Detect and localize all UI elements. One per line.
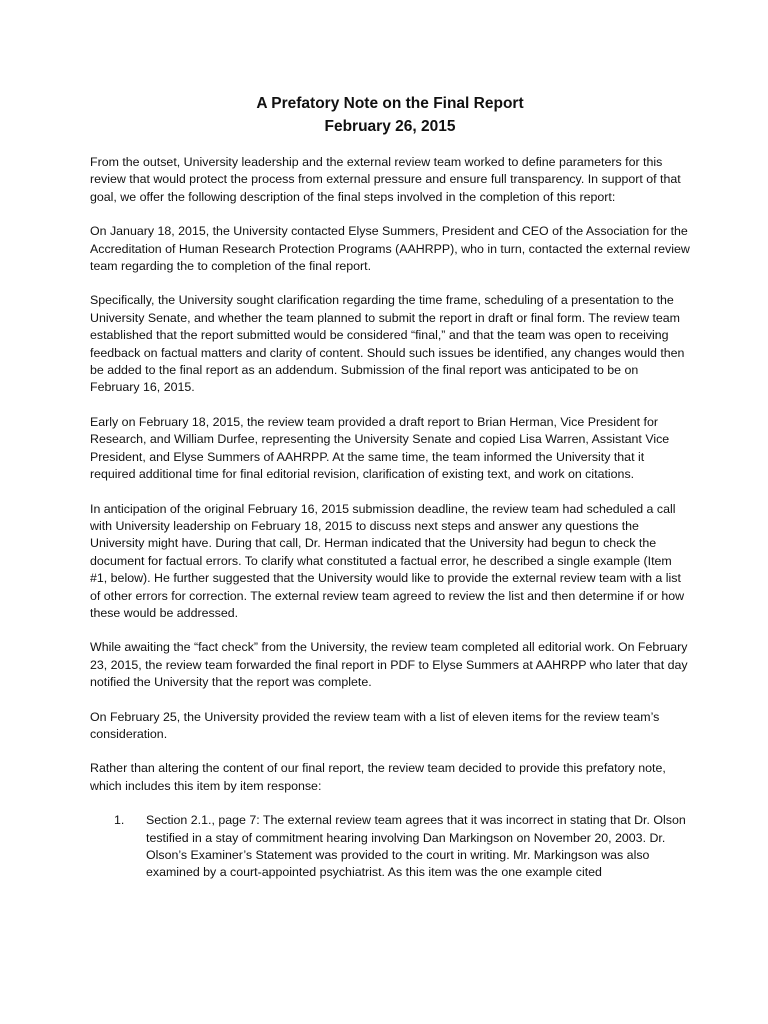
- document-date: February 26, 2015: [324, 118, 456, 135]
- paragraph-eleven-items: On February 25, the University provided the review team with a list of eleven items for the review team’s consideration.: [90, 709, 660, 741]
- list-item-number: 1.: [114, 813, 125, 828]
- paragraph-call: In anticipation of the original February 16, 2015 submission deadline, the review team had scheduled a call with University leadership on February 18, 2015 to discuss next steps and answer any questions the University might have. During that call, Dr. Herman indicated that the University had begun to check the document for factual errors. To clarify what constituted a factual error, he described a single example (Item #1, below). He further suggested that the University would like to provide the external review team with a list of other errors for correction. The external review team agreed to review the list and then determine if or how these would be addressed.: [90, 501, 685, 620]
- paragraph-intro: From the outset, University leadership and the external review team worked to define parameters for this review that would protect the process from external pressure and ensure full transparency. In support of that goal, we offer the following description of the final steps involved in the completion of this report:: [90, 155, 681, 204]
- list-item: [90, 812, 690, 882]
- list-item-text: Section 2.1., page 7: The external review team agrees that it was incorrect in stating that Dr. Olson testified in a stay of commitment hearing involving Dan Markingson on November 20, 2003. Dr. Olson’s Examiner’s Statement was provided to the court in writing. Mr. Markingson was also examined by a court-appointed psychiatrist. As this item was the one example cited: [146, 813, 686, 880]
- paragraph-clarification: Specifically, the University sought clarification regarding the time frame, scheduling of a presentation to the University Senate, and whether the team planned to submit the report in draft or final form. The review team established that the report submitted would be considered “final,” and that the team was open to receiving feedback on factual matters and clarity of content. Should such issues be identified, any changes would then be added to the final report as an addendum. Submission of the final report was anticipated to be on February 16, 2015.: [90, 293, 685, 395]
- document-title: A Prefatory Note on the Final Report: [256, 95, 524, 112]
- paragraph-draft-report: Early on February 18, 2015, the review team provided a draft report to Brian Herman, Vice President for Research, and William Durfee, representing the University Senate and copied Lisa Warren, Assistant Vice President, and Elyse Summers of AAHRPP. At the same time, the team informed the University that it required additional time for final editorial revision, clarification of existing text, and work on citations.: [90, 414, 670, 482]
- paragraph-january-contact: On January 18, 2015, the University contacted Elyse Summers, President and CEO of the Association for the Accreditation of Human Research Protection Programs (AAHRPP), who in turn, contacted the external review team regarding the to completion of the final report.: [90, 224, 690, 274]
- paragraph-fact-check: While awaiting the “fact check” from the University, the review team completed all editorial work. On February 23, 2015, the review team forwarded the final report in PDF to Elyse Summers at AAHRPP who later that day notified the University that the report was complete.: [90, 640, 688, 690]
- response-list: [90, 812, 690, 882]
- paragraph-response-intro: Rather than altering the content of our final report, the review team decided to provide this prefatory note, which includes this item by item response:: [90, 761, 666, 793]
